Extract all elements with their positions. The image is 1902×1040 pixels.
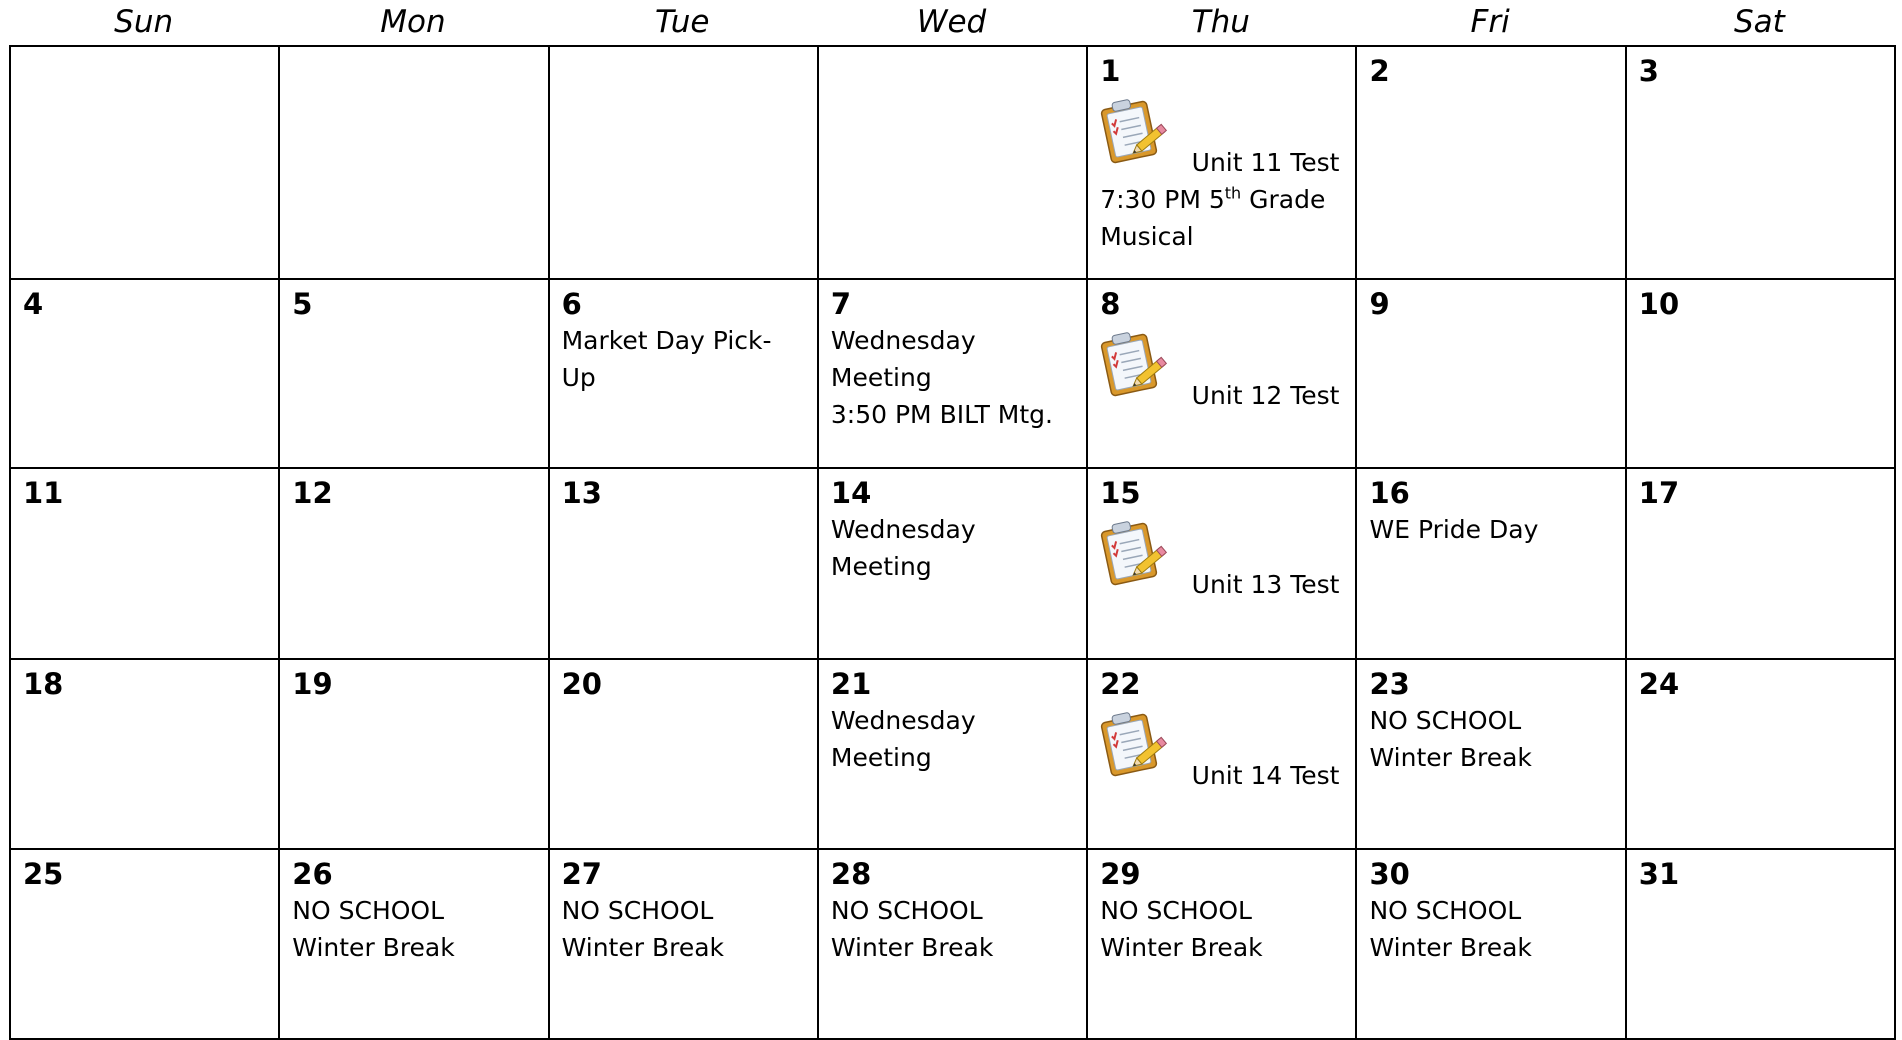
event-line: Winter Break — [292, 933, 455, 962]
event-line: 3:50 PM BILT Mtg. — [830, 400, 1053, 429]
weekday-header-row — [9, 0, 1896, 45]
day-cell-16 — [1357, 469, 1626, 660]
clipboard-checklist-pencil-icon — [1100, 328, 1174, 402]
day-cell-13 — [550, 469, 819, 660]
day-cell-10 — [1627, 280, 1896, 469]
test-label: Unit 12 Test — [1191, 381, 1340, 410]
day-cell-22 — [1088, 660, 1357, 850]
day-number: 6 — [561, 287, 582, 321]
day-cell-20 — [550, 660, 819, 850]
event-line: Wednesday — [830, 326, 976, 355]
test-event — [1100, 328, 1343, 414]
event-line: Wednesday — [830, 706, 976, 735]
day-number: 27 — [561, 857, 602, 891]
day-cell-25 — [11, 850, 280, 1040]
day-number: 9 — [1369, 287, 1390, 321]
day-cell-12 — [280, 469, 549, 660]
day-cell-empty — [280, 47, 549, 280]
day-cell-14 — [819, 469, 1088, 660]
day-number: 23 — [1369, 667, 1410, 701]
day-number: 22 — [1100, 667, 1141, 701]
clipboard-checklist-pencil-icon — [1100, 95, 1174, 169]
day-number: 17 — [1638, 476, 1680, 510]
day-cell-17 — [1627, 469, 1896, 660]
day-number: 31 — [1638, 857, 1680, 891]
day-number: 3 — [1638, 54, 1659, 88]
day-cell-4 — [11, 280, 280, 469]
event-line: WE Pride Day — [1369, 515, 1539, 544]
day-cell-9 — [1357, 280, 1626, 469]
day-cell-28 — [819, 850, 1088, 1040]
event-line: NO SCHOOL — [561, 896, 714, 925]
event-line: Up — [561, 363, 596, 392]
weekday-wed: Wed — [916, 4, 987, 40]
day-cell-19 — [280, 660, 549, 850]
event-line: NO SCHOOL — [830, 896, 983, 925]
event-text: Grade — [1241, 185, 1326, 214]
day-number: 13 — [561, 476, 602, 510]
day-cell-6 — [550, 280, 819, 469]
test-label: Unit 11 Test — [1191, 148, 1340, 177]
day-number: 24 — [1638, 667, 1680, 701]
day-cell-23 — [1357, 660, 1626, 850]
event-line: Wednesday — [830, 515, 976, 544]
day-cell-5 — [280, 280, 549, 469]
test-label: Unit 13 Test — [1191, 570, 1340, 599]
day-number: 18 — [23, 667, 64, 701]
day-cell-1 — [1088, 47, 1357, 280]
day-number: 12 — [292, 476, 333, 510]
day-number: 4 — [23, 287, 44, 321]
day-number: 10 — [1638, 287, 1680, 321]
day-cell-2 — [1357, 47, 1626, 280]
weekday-tue: Tue — [654, 4, 710, 40]
test-event — [1100, 95, 1343, 181]
event-musical — [1100, 181, 1343, 218]
day-cell-30 — [1357, 850, 1626, 1040]
day-number: 21 — [830, 667, 872, 701]
event-line: Winter Break — [561, 933, 725, 962]
day-number: 19 — [292, 667, 333, 701]
day-cell-empty — [550, 47, 819, 280]
day-cell-empty — [11, 47, 280, 280]
day-number: 2 — [1369, 54, 1390, 88]
event-line: Winter Break — [1369, 933, 1532, 962]
day-cell-18 — [11, 660, 280, 850]
weekday-sun: Sun — [114, 4, 174, 40]
day-cell-8 — [1088, 280, 1357, 469]
month-calendar — [9, 0, 1896, 1040]
day-cell-empty — [819, 47, 1088, 280]
event-line: NO SCHOOL — [1369, 896, 1522, 925]
day-number: 1 — [1100, 54, 1121, 88]
day-number: 15 — [1100, 476, 1141, 510]
clipboard-checklist-pencil-icon — [1100, 517, 1174, 591]
test-event — [1100, 708, 1343, 794]
test-label: Unit 14 Test — [1191, 761, 1340, 790]
event-line: Meeting — [830, 743, 932, 772]
clipboard-checklist-pencil-icon — [1100, 708, 1174, 782]
day-cell-21 — [819, 660, 1088, 850]
event-line: Meeting — [830, 552, 932, 581]
day-number: 14 — [830, 476, 872, 510]
day-number: 20 — [561, 667, 602, 701]
event-time: 7:30 PM 5 — [1100, 185, 1225, 214]
day-number: 29 — [1100, 857, 1141, 891]
day-cell-24 — [1627, 660, 1896, 850]
day-cell-27 — [550, 850, 819, 1040]
test-event — [1100, 517, 1343, 603]
day-number: 5 — [292, 287, 313, 321]
weekday-sat: Sat — [1734, 4, 1785, 40]
event-line: Musical — [1100, 222, 1194, 251]
calendar-grid — [9, 45, 1896, 1040]
weekday-mon: Mon — [380, 4, 446, 40]
event-line: Winter Break — [830, 933, 994, 962]
day-cell-3 — [1627, 47, 1896, 280]
event-line: Meeting — [830, 363, 932, 392]
day-cell-29 — [1088, 850, 1357, 1040]
day-number: 16 — [1369, 476, 1410, 510]
weekday-fri: Fri — [1470, 4, 1510, 40]
event-line: Winter Break — [1369, 743, 1532, 772]
day-number: 26 — [292, 857, 333, 891]
day-cell-7 — [819, 280, 1088, 469]
event-line: Winter Break — [1100, 933, 1263, 962]
day-number: 11 — [23, 476, 64, 510]
event-line: NO SCHOOL — [1100, 896, 1252, 925]
day-cell-15 — [1088, 469, 1357, 660]
day-number: 28 — [830, 857, 872, 891]
ordinal-suffix: th — [1224, 183, 1242, 203]
day-number: 25 — [23, 857, 64, 891]
day-number: 8 — [1100, 287, 1121, 321]
day-cell-26 — [280, 850, 549, 1040]
weekday-thu: Thu — [1191, 4, 1250, 40]
event-line: Market Day Pick- — [561, 326, 772, 355]
event-line: NO SCHOOL — [1369, 706, 1522, 735]
day-cell-31 — [1627, 850, 1896, 1040]
day-number: 7 — [830, 287, 852, 321]
event-line: NO SCHOOL — [292, 896, 445, 925]
day-number: 30 — [1369, 857, 1410, 891]
day-cell-11 — [11, 469, 280, 660]
